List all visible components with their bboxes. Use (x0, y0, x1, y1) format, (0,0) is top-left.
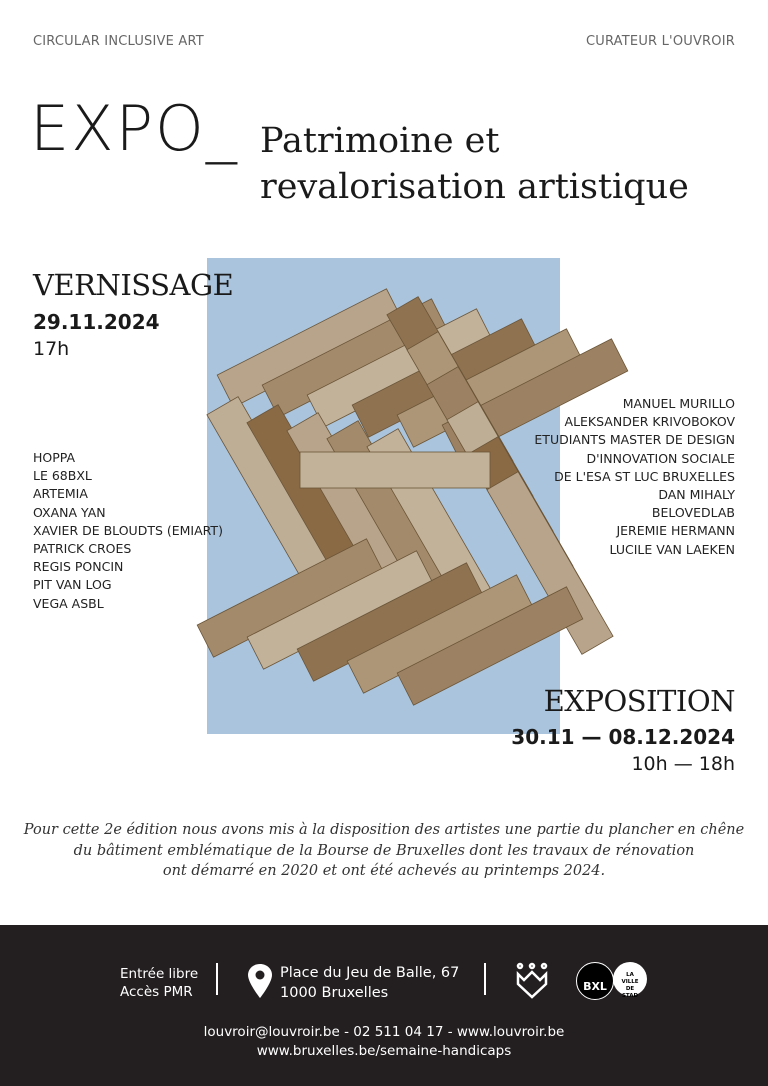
location-pin-icon (248, 964, 272, 998)
divider (484, 963, 486, 995)
description-line: Pour cette 2e édition nous avons mis à la disposition des artistes une partie du plancher en chêne (23, 822, 745, 838)
artist-name: BELOVEDLAB (651, 505, 735, 521)
title-line-2: revalorisation artistique (260, 167, 689, 207)
access-info (120, 965, 198, 1001)
artist-name: MANUEL MURILLO (622, 396, 735, 411)
wood-plank (300, 452, 490, 488)
description-line: ont démarré en 2020 et ont été achevés au printemps 2024. (162, 863, 606, 879)
contact-line[interactable]: louvroir@louvroir.be - 02 511 04 17 - www.louvroir.be (203, 1024, 565, 1040)
artist-name: LE 68BXL (33, 468, 92, 484)
vernissage-label: VERNISSAGE (33, 268, 234, 302)
exposition-dates: 30.11 — 08.12.2024 (511, 725, 735, 749)
artists-right (534, 395, 735, 559)
divider (216, 963, 218, 995)
artist-name: D'INNOVATION SOCIALE (586, 450, 735, 466)
vernissage-date: 29.11.2024 (33, 310, 160, 334)
artist-name: DE L'ESA ST LUC BRUXELLES (554, 468, 735, 484)
artist-name: PIT VAN LOG (33, 577, 112, 593)
artist-name: ARTEMIA (33, 486, 88, 502)
artists-left (33, 449, 223, 613)
header-right: CURATEUR L'OUVROIR (585, 34, 735, 49)
description (0, 820, 768, 882)
artist-name: LUCILE VAN LAEKEN (609, 541, 735, 557)
artist-name: ALEKSANDER KRIVOBOKOV (564, 414, 735, 430)
artist-name: ETUDIANTS MASTER DE DESIGN (534, 432, 735, 448)
address-line-2: 1000 Bruxelles (280, 985, 389, 1001)
artist-name: JEREMIE HERMANN (616, 523, 735, 539)
page-title (260, 118, 689, 210)
expo-label: EXPO_ (30, 92, 239, 165)
contact-info (0, 1023, 768, 1061)
exposition-hours: 10h — 18h (631, 753, 735, 775)
bxl-logo: BXL (576, 962, 614, 1000)
vernissage-time: 17h (33, 338, 70, 360)
artist-name: REGIS PONCIN (33, 559, 124, 575)
description-line: du bâtiment emblématique de la Bourse de Bruxelles dont les travaux de rénovation (73, 842, 695, 859)
title-line-1: Patrimoine et (260, 121, 500, 161)
address (280, 963, 459, 1003)
website-link[interactable]: www.bruxelles.be/semaine-handicaps (256, 1043, 512, 1059)
entry-text: Entrée libre (120, 966, 199, 982)
artist-name: HOPPA (33, 450, 76, 465)
artist-name: DAN MIHALY (658, 487, 735, 503)
artist-name: XAVIER DE BLOUDTS (EMIART) (33, 522, 223, 538)
access-text: Accès PMR (120, 984, 193, 1000)
crown-heart-logo-icon (515, 962, 549, 1000)
exposition-label: EXPOSITION (543, 684, 735, 718)
artist-name: OXANA YAN (33, 504, 106, 520)
footer (0, 925, 768, 1086)
artist-name: PATRICK CROES (33, 541, 132, 557)
ville-logo: LA VILLE DE STAD (613, 962, 647, 996)
artist-name: VEGA ASBL (33, 595, 104, 611)
address-line-1: Place du Jeu de Balle, 67 (280, 965, 460, 981)
header-left: CIRCULAR INCLUSIVE ART (33, 34, 204, 49)
